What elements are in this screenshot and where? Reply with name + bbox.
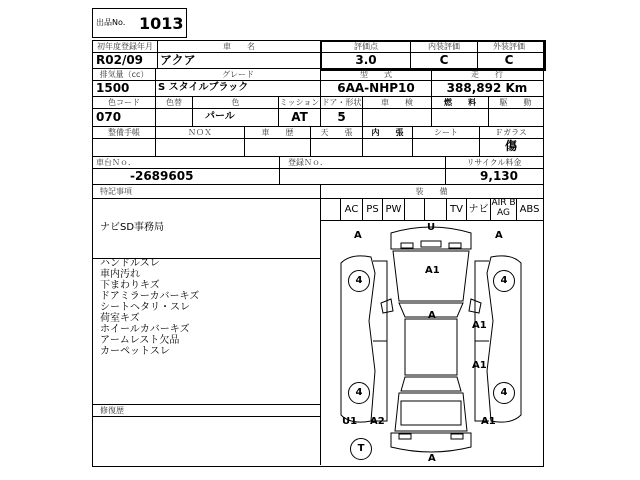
doors-label: ドア・形状 [321, 98, 362, 107]
note-line [100, 244, 315, 258]
mileage-value: 388,892 Km [446, 81, 528, 95]
damage-rear-right: A1 [481, 416, 496, 427]
first-reg-label: 初年度登録年月 [97, 42, 153, 51]
equip-navi: ナビ [468, 204, 489, 215]
note-line: カーペットスレ [100, 346, 170, 357]
sunroof-label: 天 張 [320, 128, 353, 137]
car-name-value: アクア [160, 53, 196, 67]
note-line: ナビSD事務局 [100, 222, 165, 233]
wheel-rear-left: 4 [348, 382, 370, 404]
damage-front-left: A [354, 230, 362, 241]
score-value: 3.0 [355, 53, 377, 67]
doors-value: 5 [337, 110, 346, 124]
lot-box [92, 8, 187, 38]
repair-label: 修復歴 [100, 406, 124, 415]
damage-front-right: A [495, 230, 503, 241]
color-code-label: 色コード [108, 98, 140, 107]
note-line: 下まわりキズ [100, 280, 160, 291]
wheel-rear-right: 4 [493, 382, 515, 404]
spare-tire: T [350, 438, 372, 460]
damage-roof: A [428, 310, 436, 321]
color-change-label: 色替 [166, 98, 182, 107]
exterior-value: C [504, 53, 514, 67]
interior-value: C [439, 53, 449, 67]
first-reg-value: R02/09 [96, 53, 144, 67]
inspection-label: 車 検 [381, 98, 413, 107]
mission-value: AT [291, 110, 308, 124]
equip-ac: AC [344, 204, 359, 215]
grade-value: S スタイルブラック [158, 82, 249, 93]
color-code-value: 070 [96, 110, 122, 124]
damage-front-center: U [427, 222, 436, 233]
seat-label: シート [434, 128, 458, 137]
chassis-label: 車台Ｎｏ． [96, 158, 136, 167]
notes-list [100, 222, 315, 357]
note-line: アームレスト欠品 [100, 335, 180, 346]
nox-label: ＮＯＸ [188, 128, 212, 137]
interior-label: 内装評価 [428, 42, 460, 51]
chassis-value: -2689605 [130, 169, 194, 183]
exterior-label: 外装評価 [493, 42, 525, 51]
note-line: 荷室キズ [100, 313, 140, 324]
wheel-front-right: 4 [493, 270, 515, 292]
history-label: 車 歴 [261, 128, 294, 137]
damage-right-front: A1 [472, 320, 487, 331]
lot-number: 1013 [139, 14, 184, 33]
recycle-label: リサイクル料金 [466, 158, 522, 167]
maintenance-label: 整備手帳 [108, 128, 140, 137]
color-value: パール [205, 111, 235, 122]
note-line: ドアミラーカバーキズ [100, 291, 200, 302]
equip-ps: PS [366, 204, 379, 215]
note-line [100, 233, 315, 244]
wheel-front-left: 4 [348, 270, 370, 292]
interior-cover-label: 内 張 [371, 128, 404, 137]
equip-tv: TV [450, 204, 463, 215]
grade-label: グレード [222, 70, 254, 79]
displacement-label: 排気量（cc） [99, 70, 149, 79]
registration-label: 登録Ｎｏ． [288, 158, 328, 167]
drive-label: 駆 動 [499, 98, 532, 107]
score-label: 評価点 [354, 42, 378, 51]
lot-label: 出品No． [96, 18, 131, 27]
mission-label: ミッション [279, 98, 320, 107]
damage-u1: U1 [342, 416, 358, 427]
car-diagram [321, 221, 542, 465]
mileage-label: 走 行 [471, 70, 503, 79]
model-value: 6AA-NHP10 [337, 81, 415, 95]
car-name-label: 車 名 [223, 42, 255, 51]
equip-airbag: AIR BAG [491, 198, 516, 218]
recycle-value: 9,130 [480, 169, 518, 183]
damage-a2: A2 [370, 416, 385, 427]
damage-right-rear: A1 [472, 360, 487, 371]
displacement-value: 1500 [96, 81, 130, 95]
note-line: ホイールカバーキズ [100, 324, 190, 335]
fglass-label: Ｆガラス [495, 128, 527, 137]
equip-abs: ABS [519, 204, 540, 215]
equip-pw: PW [385, 204, 402, 215]
color-label: 色 [231, 98, 240, 107]
damage-rear: A [428, 453, 436, 464]
damage-hood: A1 [425, 265, 440, 276]
notes-label: 特記事項 [100, 187, 132, 196]
note-line: 車内汚れ [100, 269, 140, 280]
note-line: シートヘタリ・スレ [100, 302, 190, 313]
fuel-label: 燃 料 [444, 98, 476, 107]
equipment-label: 装 備 [415, 187, 448, 196]
note-line: ハンドルスレ [100, 258, 160, 269]
model-label: 型 式 [360, 70, 392, 79]
fglass-value: 傷 [504, 139, 517, 153]
